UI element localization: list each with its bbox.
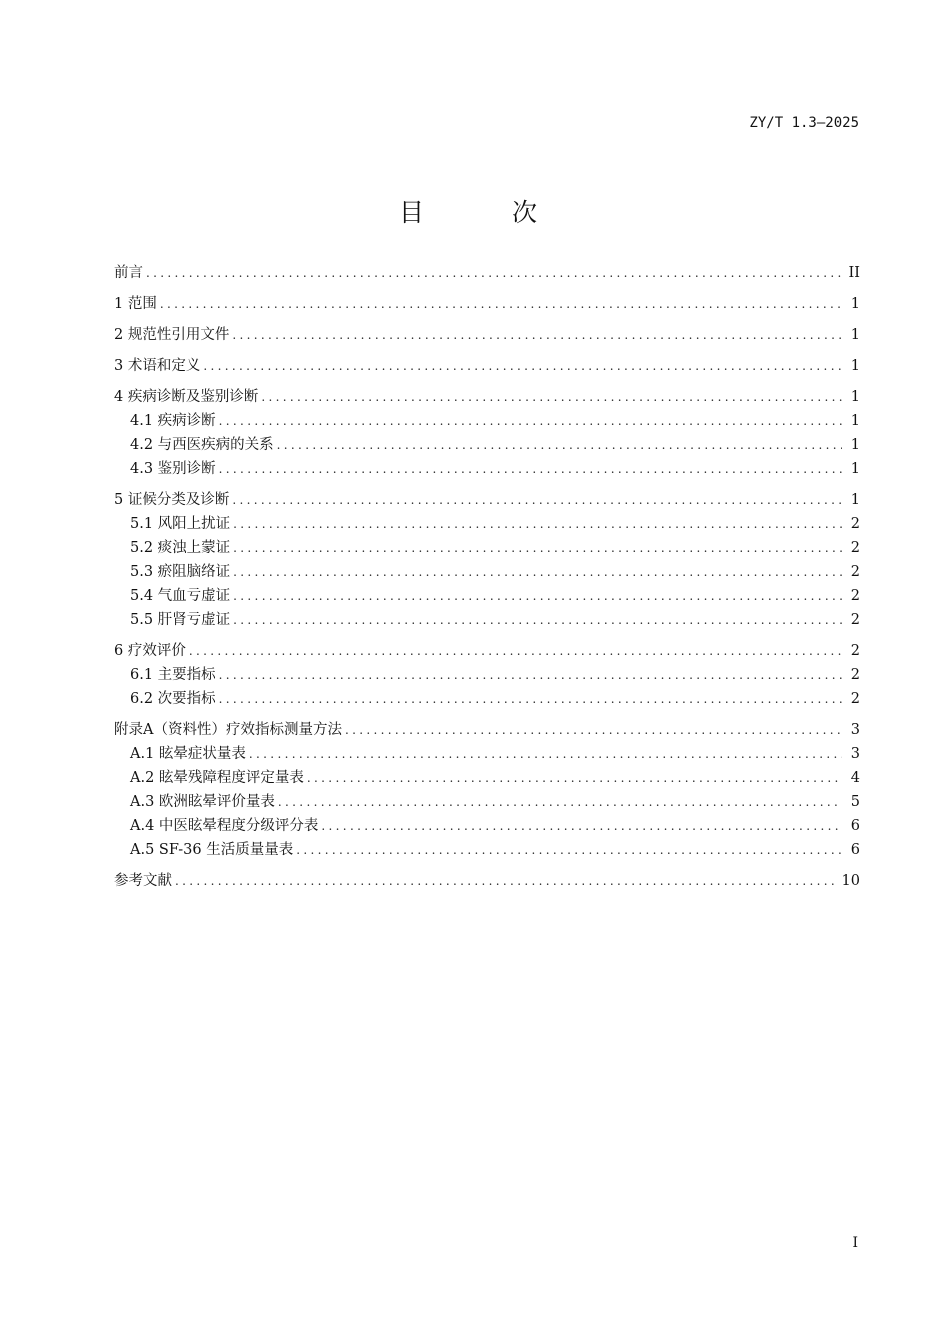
toc-entry[interactable] [114,814,860,838]
toc-entry-label: 6.2 次要指标 [130,691,216,707]
toc-entry-page: 2 [850,588,860,604]
toc-entry-label: A.4 中医眩晕程度分级评分表 [130,818,319,834]
toc-entry-page: 2 [850,564,860,580]
toc-entry-page: 6 [850,842,860,858]
toc-entry-page: 1 [850,389,860,405]
toc-entry-label: A.5 SF-36 生活质量量表 [130,842,294,858]
document-code: ZY/T 1.3—2025 [749,115,859,131]
dot-leader [233,512,842,536]
toc-entry-page: 3 [850,746,860,762]
toc-entry-label: 2 规范性引用文件 [114,327,230,343]
toc-entry[interactable] [114,457,860,481]
toc-entry[interactable] [114,536,860,560]
toc-entry-label: 参考文献 [114,873,172,889]
toc-entry-label: 5.5 肝肾亏虚证 [130,612,231,628]
toc-entry[interactable] [114,261,860,285]
dot-leader [189,639,842,663]
toc-entry[interactable] [114,608,860,632]
toc-entry[interactable] [114,766,860,790]
toc-entry-page: 6 [850,818,860,834]
toc-entry-page: 1 [850,358,860,374]
toc-entry-page: 3 [850,722,860,738]
dot-leader [233,560,842,584]
toc-entry-page: 2 [850,540,860,556]
toc-entry-page: 2 [850,691,860,707]
toc-entry-label: 5 证候分类及诊断 [114,492,230,508]
toc-entry-page: 2 [850,612,860,628]
toc-entry-page: 2 [850,643,860,659]
toc-entry[interactable] [114,584,860,608]
dot-leader [277,433,842,457]
toc-entry[interactable] [114,488,860,512]
dot-leader [160,292,842,316]
toc-entry[interactable] [114,409,860,433]
dot-leader [261,385,842,409]
toc-entry[interactable] [114,838,860,862]
toc-entry[interactable] [114,687,860,711]
table-of-contents [114,261,860,893]
page-number: I [852,1235,858,1251]
toc-entry[interactable] [114,323,860,347]
toc-entry-page: 5 [850,794,860,810]
toc-entry-label: 3 术语和定义 [114,358,201,374]
toc-entry-page: 1 [850,461,860,477]
toc-entry[interactable] [114,385,860,409]
dot-leader [232,323,842,347]
toc-entry-label: A.1 眩晕症状量表 [130,746,246,762]
dot-leader [345,718,842,742]
toc-entry-label: A.2 眩晕残障程度评定量表 [130,770,304,786]
toc-entry-label: 4.3 鉴别诊断 [130,461,216,477]
toc-entry-label: 附录A（资料性）疗效指标测量方法 [114,722,342,738]
toc-entry-label: 6.1 主要指标 [130,667,216,683]
page-title: 目 次 [399,198,577,227]
toc-entry[interactable] [114,790,860,814]
toc-entry-label: 5.4 气血亏虚证 [130,588,231,604]
toc-entry-page: II [848,265,860,281]
toc-entry-page: 1 [850,413,860,429]
dot-leader [233,608,842,632]
dot-leader [175,869,834,893]
toc-entry-label: 4.2 与西医疾病的关系 [130,437,274,453]
toc-entry-page: 1 [850,296,860,312]
dot-leader [249,742,842,766]
toc-entry[interactable] [114,512,860,536]
dot-leader [233,536,842,560]
toc-entry-label: 4.1 疾病诊断 [130,413,216,429]
dot-leader [219,409,842,433]
dot-leader [307,766,842,790]
toc-entry[interactable] [114,869,860,893]
toc-entry-page: 1 [850,327,860,343]
toc-entry-label: 5.3 瘀阻脑络证 [130,564,231,580]
dot-leader [219,663,842,687]
toc-entry-page: 4 [850,770,860,786]
dot-leader [233,584,842,608]
dot-leader [321,814,842,838]
toc-entry-page: 2 [850,516,860,532]
dot-leader [232,488,842,512]
toc-entry[interactable] [114,560,860,584]
dot-leader [219,687,842,711]
toc-entry-page: 2 [850,667,860,683]
dot-leader [278,790,842,814]
toc-entry[interactable] [114,639,860,663]
toc-entry-label: 5.1 风阳上扰证 [130,516,231,532]
dot-leader [219,457,842,481]
toc-entry-page: 10 [841,873,860,889]
toc-entry[interactable] [114,433,860,457]
toc-entry-page: 1 [850,437,860,453]
toc-entry-label: A.3 欧洲眩晕评价量表 [130,794,275,810]
toc-entry-label: 前言 [114,265,143,281]
toc-entry-page: 1 [850,492,860,508]
toc-entry[interactable] [114,354,860,378]
toc-entry[interactable] [114,663,860,687]
toc-entry[interactable] [114,292,860,316]
toc-entry-label: 6 疗效评价 [114,643,186,659]
toc-entry[interactable] [114,718,860,742]
dot-leader [296,838,842,862]
toc-entry-label: 5.2 痰浊上蒙证 [130,540,231,556]
toc-entry[interactable] [114,742,860,766]
dot-leader [203,354,842,378]
toc-entry-label: 1 范围 [114,296,157,312]
dot-leader [146,261,841,285]
toc-entry-label: 4 疾病诊断及鉴别诊断 [114,389,259,405]
